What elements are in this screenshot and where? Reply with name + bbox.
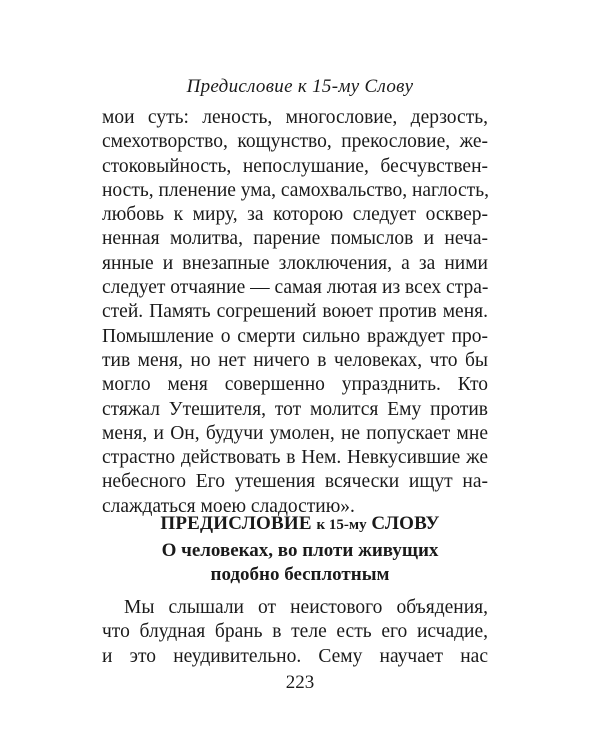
text-line: страстно действовать в Нем. Невкусившие же bbox=[102, 447, 488, 469]
text-line: следует отчаяние — самая лютая из всех стра- bbox=[102, 277, 489, 299]
text-line: слаждаться моею сладостию». bbox=[102, 495, 355, 517]
text-line: мои суть: леность, многословие, дерзость, bbox=[102, 107, 488, 128]
paragraph bbox=[102, 596, 488, 669]
text-line: небесного Его утешения всячески ищут на- bbox=[102, 471, 488, 493]
text-line: тив меня, но нет ничего в человеках, что бы bbox=[102, 349, 488, 371]
section-title-number: к 15-му bbox=[316, 517, 367, 533]
page-number: 223 bbox=[285, 672, 315, 693]
text-line: стей. Память согрешений воюет против меня. bbox=[102, 301, 488, 323]
subtitle-line: О человеках, во плоти живущих bbox=[161, 540, 439, 561]
text-line: стоковыйность, непослушание, бесчувствен- bbox=[102, 155, 488, 177]
text-line: что блудная брань в теле есть его исчадие, bbox=[102, 621, 488, 643]
text-line: могло меня совершенно упразднить. Кто bbox=[102, 374, 488, 396]
text-line: Помышление о смерти сильно враждует про- bbox=[102, 325, 488, 347]
running-head: Предисловие к 15-му Слову bbox=[186, 76, 414, 97]
section-title bbox=[0, 512, 600, 537]
text-line: и это неудивительно. Сему научает нас bbox=[102, 645, 488, 667]
text-line: смехотворство, кощунство, прекословие, же- bbox=[102, 131, 488, 153]
body-text bbox=[102, 106, 488, 519]
text-line: ненная молитва, парение помыслов и неча- bbox=[102, 228, 488, 250]
section-title-word: ПРЕДИСЛОВИЕ bbox=[160, 513, 312, 534]
text-line: любовь к миру, за которою следует осквер- bbox=[102, 204, 488, 226]
text-line: янные и внезапные злоключения, а за ними bbox=[102, 252, 488, 274]
section-title-end: СЛОВУ bbox=[371, 513, 440, 534]
section-subtitle bbox=[0, 539, 600, 587]
text-line: ность, пленение ума, самохвальство, наглость, bbox=[102, 179, 489, 201]
subtitle-line: подобно бесплотным bbox=[210, 564, 390, 585]
text-line: стяжал Утешителя, тот молится Ему против bbox=[102, 398, 488, 420]
text-line: Мы слышали от неистового объядения, bbox=[124, 597, 488, 618]
text-line: меня, и Он, будучи умолен, не попускает мне bbox=[102, 422, 488, 444]
